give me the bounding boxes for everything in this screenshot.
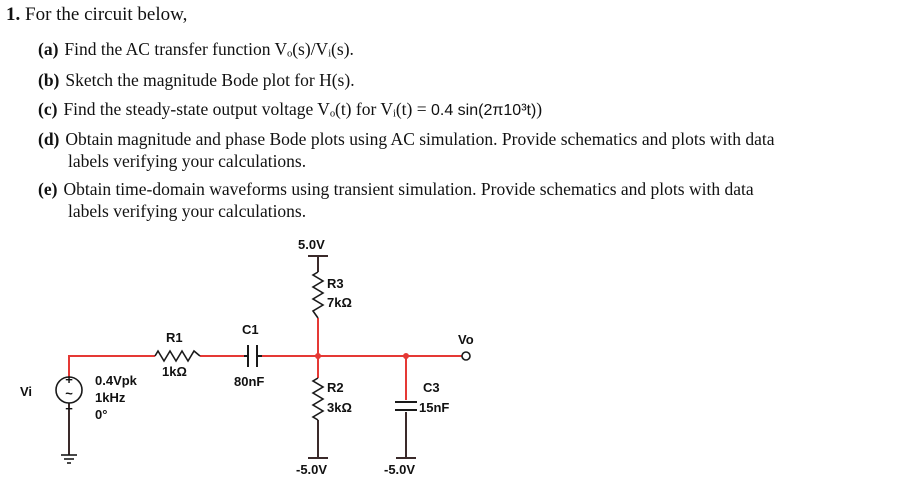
source-amplitude: 0.4Vpk: [95, 373, 137, 388]
part-text-continued: labels verifying your calculations.: [68, 151, 307, 171]
r3-value: 7kΩ: [327, 295, 352, 310]
supply-r2: -5.0V: [296, 462, 328, 477]
part-text-continued: labels verifying your calculations.: [68, 201, 307, 221]
r2-resistor-icon: [313, 378, 323, 420]
part-label: (c): [38, 99, 58, 119]
r3-name: R3: [327, 276, 344, 291]
source-phase: 0°: [95, 407, 108, 422]
ac-source: [56, 372, 82, 416]
supply-c3: -5.0V: [384, 462, 416, 477]
ground-icon: [61, 455, 77, 463]
r1-name: R1: [166, 330, 183, 345]
junction-node: [315, 353, 321, 359]
supply-top: 5.0V: [298, 237, 325, 252]
r2-name: R2: [327, 380, 344, 395]
c3-name: C3: [423, 380, 440, 395]
part-text: Obtain magnitude and phase Bode plots using AC simulation. Provide schematics and plots with data: [65, 129, 775, 149]
source-plus: +: [65, 372, 73, 387]
source-minus: −: [65, 401, 73, 416]
r3-resistor-icon: [313, 272, 323, 318]
c1-value: 80nF: [234, 374, 265, 389]
c1-name: C1: [242, 322, 259, 337]
r1-value: 1kΩ: [162, 364, 187, 379]
r2-value: 3kΩ: [327, 400, 352, 415]
part-text: Find the AC transfer function Vₒ(s)/Vᵢ(s).: [64, 39, 354, 59]
part-text: Obtain time-domain waveforms using transient simulation. Provide schematics and plots with data: [63, 179, 754, 199]
c1-capacitor-icon: [244, 345, 262, 367]
problem-intro: For the circuit below,: [25, 4, 188, 25]
r1-resistor-icon: [155, 351, 200, 361]
c3-capacitor-icon: [395, 402, 417, 410]
source-name: Vi: [20, 384, 33, 399]
source-frequency: 1kHz: [95, 390, 126, 405]
part-text: Find the steady-state output voltage Vₒ(t) for Vᵢ(t) =: [63, 99, 431, 119]
output-terminal-icon: [462, 352, 470, 360]
part-text-end: ): [536, 99, 543, 119]
part-label: (e): [38, 179, 58, 199]
c3-value: 15nF: [419, 400, 450, 415]
part-label: (b): [38, 70, 60, 90]
output-label: Vo: [458, 332, 474, 347]
problem-number: 1.: [6, 4, 21, 25]
part-expression: 0.4 sin(2π10³t): [430, 102, 537, 119]
source-sine-icon: ~: [65, 386, 73, 401]
part-text: Sketch the magnitude Bode plot for H(s).: [65, 70, 355, 90]
part-label: (d): [38, 129, 60, 149]
part-label: (a): [38, 39, 59, 59]
junction-node: [403, 353, 409, 359]
